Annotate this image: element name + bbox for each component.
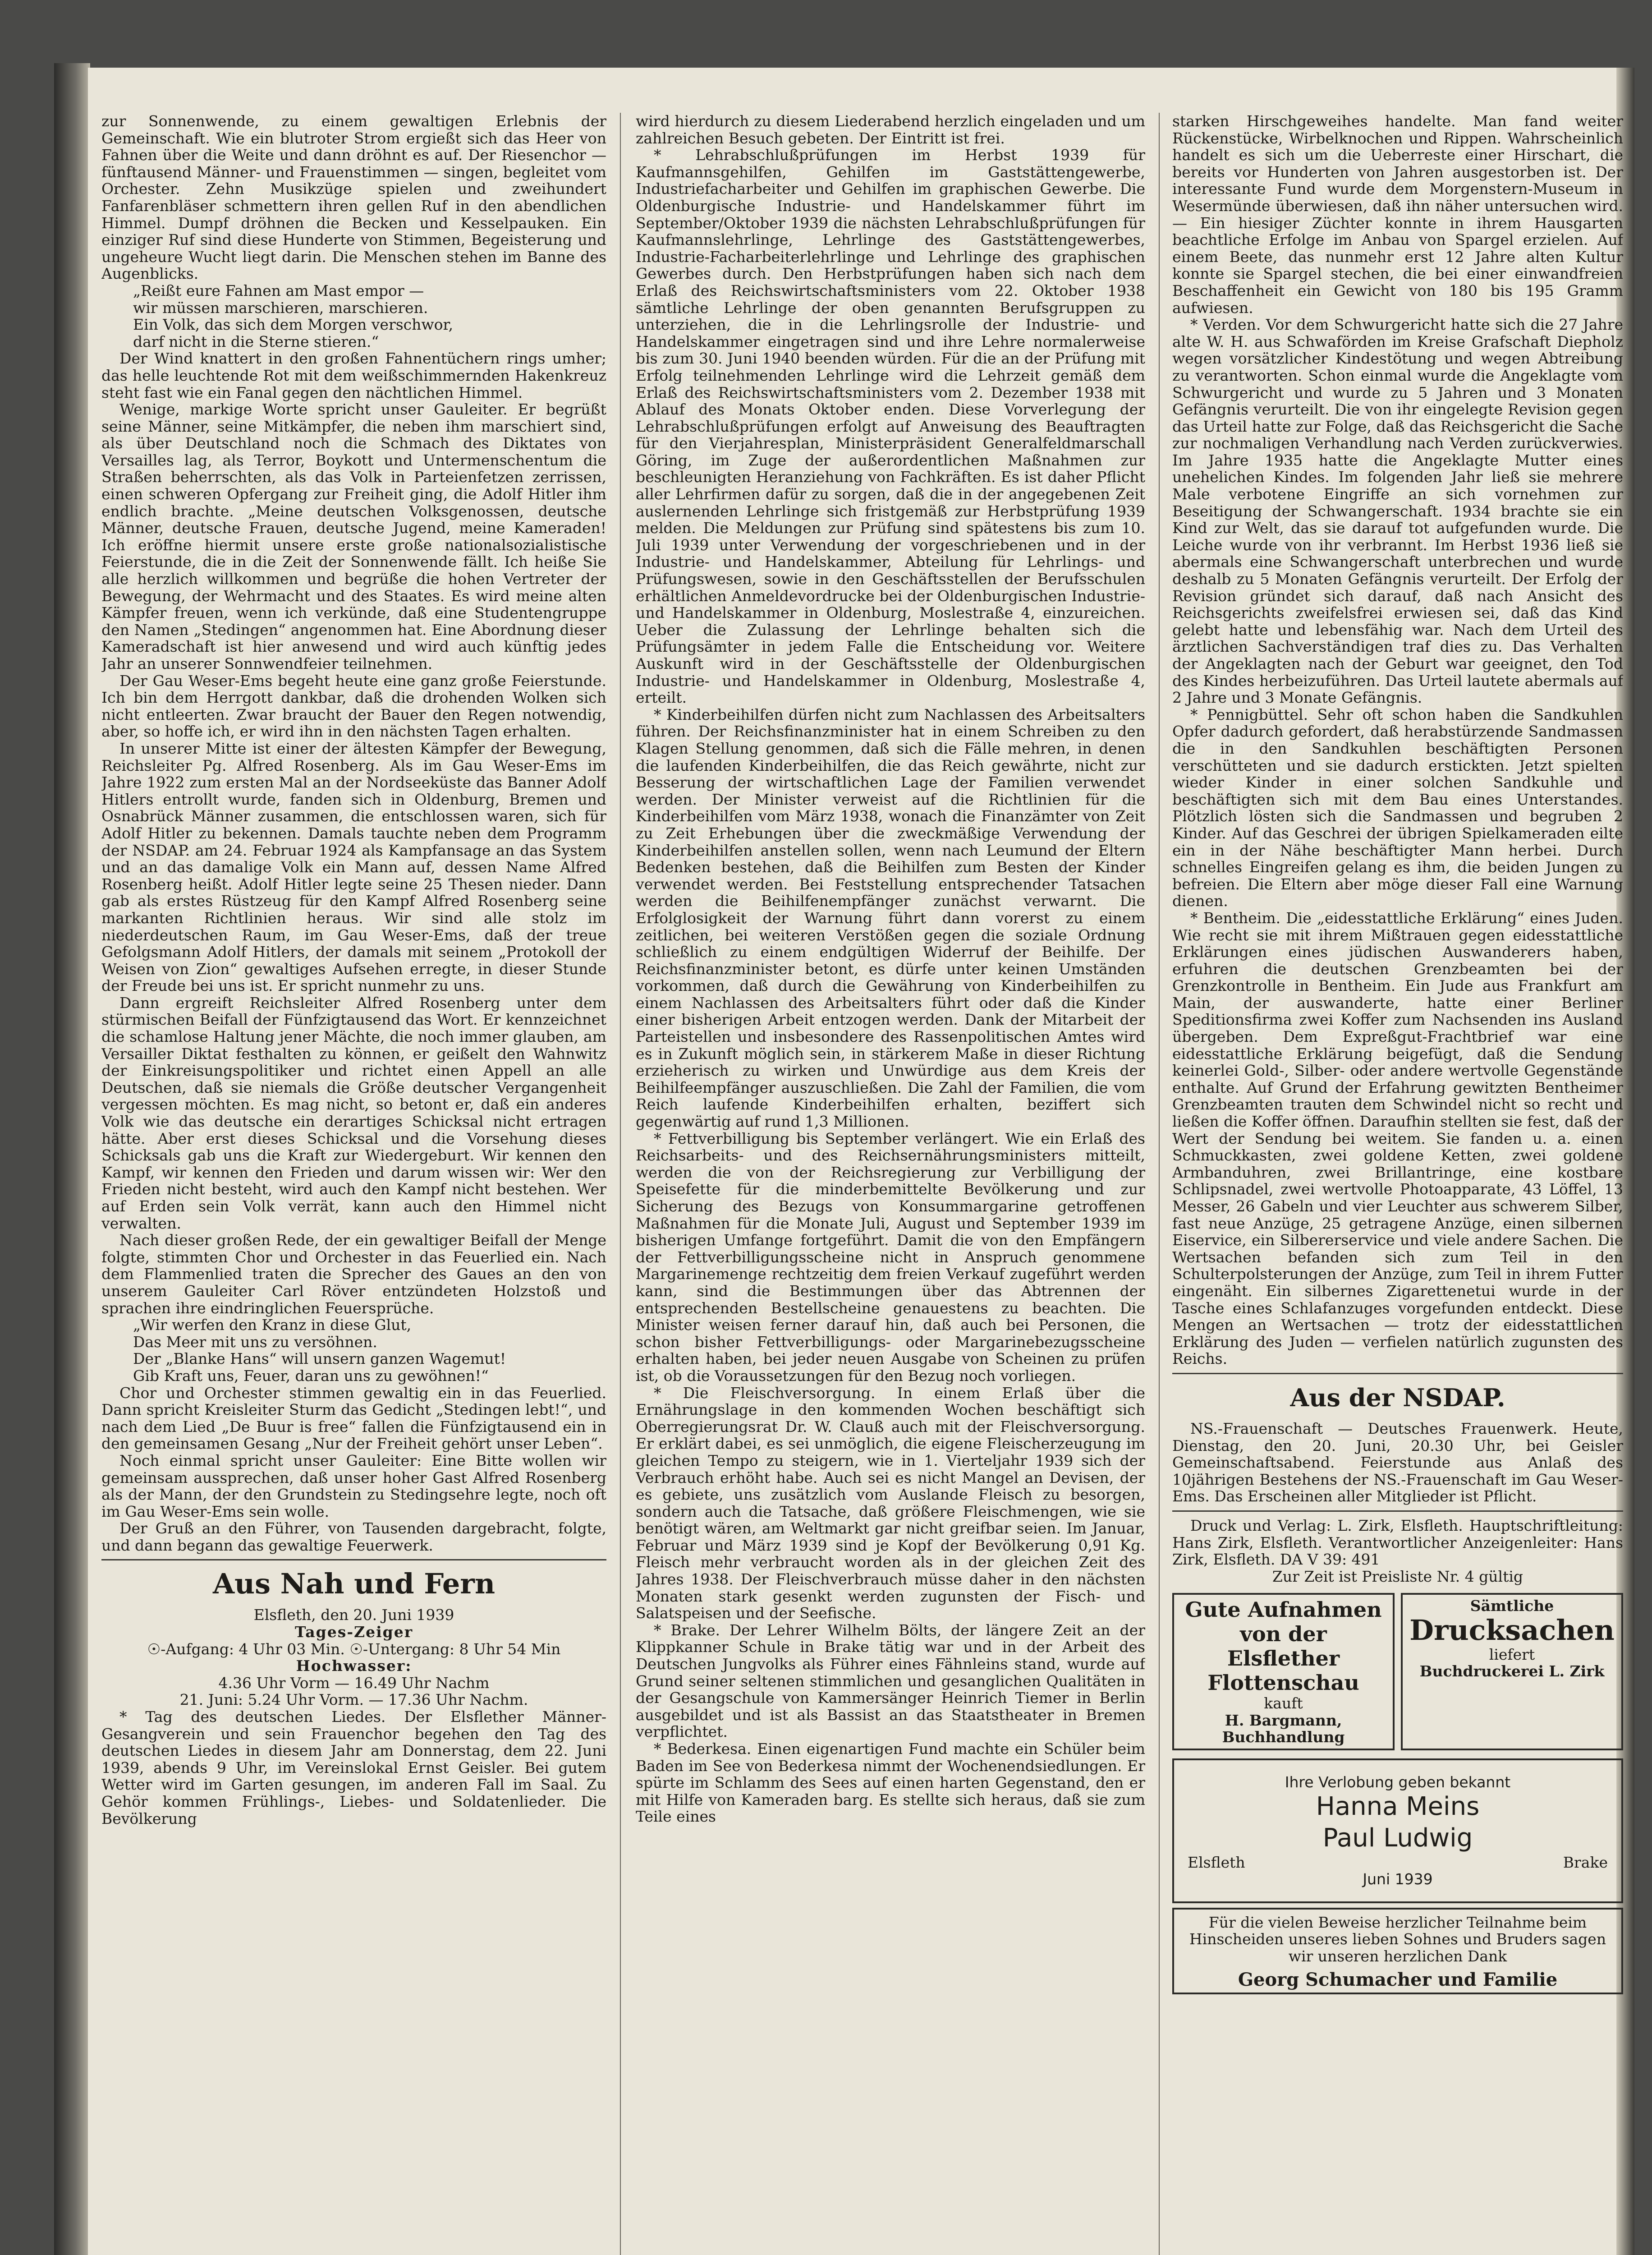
ad-text: liefert xyxy=(1489,1645,1535,1663)
engagement-places xyxy=(1179,1854,1617,1871)
article-paragraph: Noch einmal spricht unser Gauleiter: Eine Bitte wollen wir gemeinsam aussprechen, daß unser hoher Gast Alfred Rosenberg als der Mann, der den Grundstein zu Stedingsehre legte, noch oft im Gau Weser-Ems sein wolle. xyxy=(101,1451,606,1520)
article-paragraph: * Bentheim. Die „eidesstattliche Erklärung“ eines Juden. Wie recht sie mit ihrem Mißtrauen gegen eidesstattliche Erklärungen eines jüdischen Auswanderers haben, erfuhren die deutschen Grenzbeamten bei der Grenzkontrolle in Bentheim. Ein Jude aus Frankfurt am Main, der auswanderte, hatte einer Berliner Speditionsfirma zwei Koffer zum Nachsenden ins Ausland übergeben. Dem Expreßgut-Frachtbrief war eine eidesstattliche Erklärung beigefügt, daß die Sendung keinerlei Gold-, Silber- oder andere wertvolle Gegenstände enthalte. Auf Grund der Erfahrung gewitzten Bentheimer Grenzbeamten trauten dem Schwindel nicht so recht und ließen die Koffer öffnen. Daraufhin stellten sie fest, daß der Wert der Sendung bei weitem. Sie fanden u. a. einen Schmuckkasten, zwei goldene Ketten, zwei goldene Armbanduhren, zwei Brillantringe, eine kostbare Schlipsnadel, zwei wertvolle Photoapparate, 43 Löffel, 13 Messer, 26 Gabeln und vier Leuchter aus schwerem Silber, fast neue Anzüge, 25 getragene Anzüge, einen silbernen Eiservice, ein Silbererservice und viele andere Sachen. Die Wertsachen befanden sich zum Teil in den Schulterpolsterungen der Anzüge, zum Teil in ihrem Futter eingenäht. Ein silbernes Zigarettenetui wurde in der Tasche eines Schlafanzuges vorgefunden entdeckt. Diese Mengen an Wertsachen — trotz der eidesstattlichen Erklärung des Juden — verfielen natürlich zugunsten des Reichs. xyxy=(1172,909,1623,1368)
engagement-notice xyxy=(1172,1758,1623,1903)
nsdap-notice: NS.-Frauenschaft — Deutsches Frauenwerk. Heute, Dienstag, den 20. Juni, 20.30 Uhr, bei Geisler Gemeinschaftsabend. Feierstunde aus Anlaß des 10jährigen Bestehens der NS.-Frauenschaft im Gau Weser-Ems. Das Erscheinen aller Mitglieder ist Pflicht. xyxy=(1172,1419,1623,1505)
ad-text: kauft xyxy=(1264,1694,1303,1712)
sun-times: ☉-Aufgang: 4 Uhr 03 Min. ☉-Untergang: 8 Uhr 54 Min xyxy=(147,1640,561,1658)
verse-block-1 xyxy=(101,282,606,350)
ad-headline: Drucksachen xyxy=(1409,1613,1615,1647)
column-rule xyxy=(1159,113,1160,2255)
article-paragraph: * Fettverbilligung bis September verlängert. Wie ein Erlaß des Reichsarbeits- und des Reichsernährungsministers mitteilt, werden die von der Reichsregierung zur Verbilligung der Speisefette für die minderbemittelte Bevölkerung und zur Sicherung des Bezugs von Konsummargarine getroffenen Maßnahmen für die Monate Juli, August und September 1939 im bisherigen Umfange fortgeführt. Damit die von den Empfängern der Fettverbilligungsscheine nicht in Anspruch genommene Margarinemenge rechtzeitig dem freien Verkauf zugeführt werden kann, sind die Bestimmungen über das Abtrennen der entsprechenden Bestellscheine genauestens zu beachten. Die Minister weisen ferner darauf hin, daß auch bei Personen, die schon bisher Fettverbilligungs- oder Margarinebezugsscheine erhalten haben, bei jeder neuen Ausgabe von Scheinen zu prüfen ist, ob die Voraussetzungen für den Bezug noch vorliegen. xyxy=(636,1129,1145,1385)
dateline: Elsfleth, den 20. Juni 1939 xyxy=(253,1606,454,1624)
tageszeiger-title: Tages-Zeiger xyxy=(294,1623,413,1641)
thanks-text: Für die vielen Beweise herzlicher Teilnahme beim Hinscheiden unseres lieben Sohnes und Bruders sagen wir unseren herzlichen Dank xyxy=(1189,1913,1606,1965)
article-paragraph: wird hierdurch zu diesem Liederabend herzlich eingeladen und um zahlreichen Besuch gebeten. Der Eintritt ist frei. xyxy=(636,113,1145,147)
verse-line: Ein Volk, das sich dem Morgen verschwor, xyxy=(133,316,454,334)
thanks-signature: Georg Schumacher und Familie xyxy=(1238,1969,1558,1990)
article-paragraph: * Die Fleischversorgung. In einem Erlaß über die Ernährungslage in den kommenden Wochen beschäftigt sich Oberregierungsrat Dr. W. Clauß auch mit der Fleischversorgung. Er erklärt dabei, es sei unmöglich, die eigene Fleischerzeugung im gleichen Tempo zu steigern, wie in 1. Vierteljahr 1939 sich der Verbrauch erhöht habe. Auch sei es nicht Mangel an Devisen, der es gebiete, uns zusätzlich vom Auslande Fleisch zu besorgen, sondern auch die Tatsache, daß größere Fleischmengen, wie sie benötigt wären, am Weltmarkt gar nicht greifbar seien. Im Januar, Februar und März 1939 sind je Kopf der Bevölkerung 0,91 Kg. Fleisch mehr verbraucht worden als in der gleichen Zeit des Jahres 1938. Der Fleischverbrauch müsse daher in den nächsten Monaten stark gesenkt werden zugunsten der Fisch- und Salatspeisen und der Seefische. xyxy=(636,1384,1145,1622)
section-divider xyxy=(1172,1510,1623,1512)
article-paragraph: * Verden. Vor dem Schwurgericht hatte sich die 27 Jahre alte W. H. aus Schwaförden im Kreise Grafschaft Diepholz wegen vorsätzlicher Kindestötung und wegen Abtreibung zu verantworten. Schon einmal wurde die Angeklagte vom Schwurgericht und wurde zu 5 Jahren und 3 Monaten Gefängnis verurteilt. Die von ihr eingelegte Revision gegen das Urteil hatte zur Folge, daß das Reichsgericht die Sache zur nochmaligen Verhandlung nach Verden zurückverwies. Im Jahre 1935 hatte die Angeklagte Mutter eines unehelichen Kindes. Im folgenden Jahr ließ sie mehrere Male verbotene Eingriffe an sich vornehmen zur Beseitigung der Schwangerschaft. 1934 brachte sie ein Kind zur Welt, das sie darauf tot aufgefunden wurde. Die Leiche wurde von ihr verbrannt. Im Herbst 1936 ließ sie abermals eine Schwangerschaft unterbrechen und wurde deshalb zu 5 Monaten Gefängnis verurteilt. Der Erfolg der Revision gründet sich darauf, daß nach Ansicht des Reichsgerichts zweifelsfrei erwiesen sei, daß das Kind gelebt hatte und lebensfähig war. Nach dem Urteil des ärztlichen Sachverständigen traf dies zu. Das Verhalten der Angeklagten nach der Geburt war geeignet, den Tod des Kindes herbeizuführen. Das Urteil lautete abermals auf 2 Jahre und 3 Monate Gefängnis. xyxy=(1172,316,1623,707)
column-1 xyxy=(101,113,606,2255)
price-list-note: Zur Zeit ist Preisliste Nr. 4 gültig xyxy=(1272,1567,1524,1585)
article-paragraph: Dann ergreift Reichsleiter Alfred Rosenberg unter dem stürmischen Beifall der Fünfzigtausend das Wort. Er kennzeichnet die schamlose Haltung jener Mächte, die noch immer glauben, am Versailler Diktat festhalten zu können, er geißelt den Wahnwitz der Einkreisungspolitiker und richtet einen Appell an alle Deutschen, daß sie niemals die Größe deutscher Vergangenheit vergessen möchten. Es mag nicht, so betont er, daß ein anderes Volk wie das deutsche ein derartiges Schicksal nicht ertragen hätte. Aber erst dieses Schicksal und die Vorsehung dieses Schicksals gab uns die Kraft zur Wiedergeburt. Wir kennen den Kampf, wir kennen den Frieden und darum wissen wir: Wer den Frieden nicht besteht, wird auch den Kampf nicht bestehen. Wer auf Erden sein Volk verrät, kann auch den Himmel nicht verwalten. xyxy=(101,994,606,1232)
hochwasser-title: Hochwasser: xyxy=(296,1657,412,1675)
verse-line: darf nicht in die Sterne stieren.“ xyxy=(133,332,379,350)
verse-line: Der „Blanke Hans“ will unsern ganzen Wagemut! xyxy=(133,1350,506,1368)
article-paragraph: * Bederkesa. Einen eigenartigen Fund machte ein Schüler beim Baden im See von Bederkesa nimmt der Wochenendsiedlungen. Er spürte im Schlamm des Sees auf einen harten Gegenstand, den er mit Hilfe von Kameraden barg. Es stellte sich heraus, daß sie zum Teile eines xyxy=(636,1740,1145,1826)
newspaper-page xyxy=(88,68,1634,2255)
article-paragraph: * Lehrabschlußprüfungen im Herbst 1939 für Kaufmannsgehilfen, Gehilfen im Gaststättengewerbe, Industriefacharbeiter und Gehilfen im graphischen Gewerbe. Die Oldenburgische Industrie- und Handelskammer führt im September/Oktober 1939 die nächsten Lehrabschlußprüfungen für Kaufmannslehrlinge, Lehrlinge des Gaststättengewerbes, Industrie-Facharbeiterlehrlinge und Lehrlinge des graphischen Gewerbes durch. Den Herbstprüfungen haben sich nach dem Erlaß des Reichswirtschaftsministers vom 22. Oktober 1938 sämtliche Lehrlinge der oben genannten Berufsgruppen zu unterziehen, die in die Lehrlingsrolle der Industrie- und Handelskammer eingetragen sind und ihre Lehre normalerweise bis zum 30. Juni 1940 beenden würden. Für die an der Prüfung mit Erfolg teilnehmenden Lehrlinge wird die Lehrzeit gemäß dem Erlaß des Reichswirtschaftsministers vom 2. Dezember 1938 mit Ablauf des Monats Oktober enden. Diese Vorverlegung der Lehrabschlußprüfungen erfolgt auf Anweisung des Beauftragten für den Vierjahresplan, Ministerpräsident Generalfeldmarschall Göring, im Zuge der außerordentlichen Maßnahmen zur beschleunigten Heranziehung von Fachkräften. Es ist daher Pflicht aller Lehrfirmen dafür zu sorgen, daß die in der angegebenen Zeit auslernenden Lehrlinge sich fristgemäß zur Herbstprüfung 1939 melden. Die Meldungen zur Prüfung sind spätestens bis zum 10. Juli 1939 unter Verwendung der vorgeschriebenen und in der Industrie- und Handelskammer, Abteilung für Lehrlings- und Prüfungswesen, sowie in den Geschäftsstellen der Berufsschulen erhältlichen Anmeldevordrucke bei der Oldenburgischen Industrie- und Handelskammer in Oldenburg, Moslestraße 4, einzureichen. Ueber die Zulassung der Lehrlinge behalten sich die Prüfungsämter in jedem Falle die Entscheidung vor. Weitere Auskunft wird in der Geschäftsstelle der Oldenburgischen Industrie- und Handelskammer in Oldenburg, Moslestraße 4, erteilt. xyxy=(636,146,1145,707)
article-paragraph: Der Wind knattert in den großen Fahnentüchern rings umher; das helle leuchtende Rot mit dem weißschimmernden Hakenkreuz steht fast wie ein Fanal gegen den nächtlichen Himmel. xyxy=(101,350,606,401)
verse-line: „Wir werfen den Kranz in diese Glut, xyxy=(133,1316,412,1334)
ad-text: Sämtliche xyxy=(1470,1597,1554,1615)
engagement-date: Juni 1939 xyxy=(1363,1870,1433,1888)
verse-block-2 xyxy=(101,1316,606,1384)
tide-line: 21. Juni: 5.24 Uhr Vorm. — 17.36 Uhr Nachm. xyxy=(179,1691,528,1709)
section-title: Aus Nah und Fern xyxy=(212,1567,496,1601)
article-paragraph: * Brake. Der Lehrer Wilhelm Bölts, der längere Zeit an der Klippkanner Schule in Brake tätig war und in der Arbeit des Deutschen Jungvolks als Führer eines Fähnleins stand, wurde auf Grund seiner seltenen stimmlichen und gesanglichen Qualitäten in der Gesangschule von Kammersänger Heinrich Tiemer in Berlin ausgebildet und ist als Bassist an das Staatstheater in Bremen verpflichtet. xyxy=(636,1621,1145,1741)
ad-row xyxy=(1172,1593,1623,1750)
column-3 xyxy=(1172,113,1623,2255)
article-paragraph: * Pennigbüttel. Sehr oft schon haben die Sandkuhlen Opfer dadurch gefordert, daß herabstürzende Sandmassen die in den Sandkuhlen beschäftigten Personen verschütteten und sie dadurch erstickten. Jetzt spielten wieder Kinder in einer solchen Sandkuhle und beschäftigten sich mit dem Bau eines Unterstandes. Plötzlich lösten sich die Sandmassen und begruben 2 Kinder. Auf das Geschrei der übrigen Spielkameraden eilte ein in der Nähe beschäftigter Mann herbei. Durch schnelles Eingreifen gelang es ihm, die beiden Jungen zu befreien. Die Eltern aber möge dieser Fall eine Warnung dienen. xyxy=(1172,705,1623,910)
column-2 xyxy=(636,113,1145,2255)
section-divider xyxy=(1172,1373,1623,1374)
article-paragraph: Wenige, markige Worte spricht unser Gauleiter. Er begrüßt seine Männer, seine Mitkämpfer, die neben ihm marschiert sind, als über Deutschland noch die Schmach des Diktates von Versailles lag, als Terror, Boykott und Untermenschentum die Straßen beherrschten, als das Volk in Parteienfetzen zerrissen, einen schweren Opfergang zur Freiheit ging, die Adolf Hitler ihm endlich brachte. „Meine deutschen Volksgenossen, deutsche Männer, deutsche Frauen, deutsche Jugend, meine Kameraden! Ich eröffne hiermit unsere erste große nationalsozialistische Feierstunde, die in die Zeit der Sonnenwende fällt. Ich heiße Sie alle herzlich willkommen und begrüße die hohen Vertreter der Bewegung, der Wehrmacht und des Staates. Es wird meine alten Kämpfer freuen, wenn ich verkünde, daß eine Studentengruppe den Namen „Stedingen“ angenommen hat. Eine Abordnung dieser Kameradschaft ist hier anwesend und wird auch künftig jedes Jahr an unserer Sonnwendfeier teilnehmen. xyxy=(101,400,606,672)
article-paragraph: zur Sonnenwende, zu einem gewaltigen Erlebnis der Gemeinschaft. Wie ein blutroter Strom ergießt sich das Heer von Fahnen über die Weite und dann dröhnt es auf. Der Riesenchor — fünftausend Männer- und Frauenstimmen — singen, begleitet vom Orchester. Zehn Musikzüge spielen und zweihundert Fanfarenbläser schmettern ihren gellen Ruf in den abendlichen Himmel. Dumpf dröhnen die Becken und Kesselpauken. Ein einziger Ruf sind diese Hunderte von Stimmen, Begeisterung und ungeheure Wucht liegt darin. Die Menschen stehen im Banne des Augenblicks. xyxy=(101,113,606,283)
engagement-name: Hanna Meins xyxy=(1316,1791,1480,1821)
article-paragraph: Chor und Orchester stimmen gewaltig ein in das Feuerlied. Dann spricht Kreisleiter Sturm das Gedicht „Stedingen lebt!“, und nach dem Lied „De Buur is free“ fallen die Fünfzigtausend ein in den gemeinsamen Gesang „Nur der Freiheit gehört unser Leben“. xyxy=(101,1384,606,1453)
tide-line: 4.36 Uhr Vorm — 16.49 Uhr Nachm xyxy=(218,1674,490,1692)
ad-advertiser: Buchdruckerei L. Zirk xyxy=(1419,1662,1605,1680)
verse-line: Gib Kraft uns, Feuer, daran uns zu gewöhnen!“ xyxy=(133,1367,489,1385)
verse-line: wir müssen marschieren, marschieren. xyxy=(133,299,428,317)
article-paragraph: Der Gau Weser-Ems begeht heute eine ganz große Feierstunde. Ich bin dem Herrgott dankbar, daß die drohenden Wolken sich nicht entleerten. Zwar braucht der Bauer den Regen notwendig, aber, so hoffe ich, er wird ihn in den nächsten Tagen erhalten. xyxy=(101,672,606,741)
ad-headline: Gute Aufnahmen von der xyxy=(1185,1597,1382,1647)
article-paragraph: starken Hirschgeweihes handelte. Man fand weiter Rückenstücke, Wirbelknochen und Rippen. Wahrscheinlich handelt es sich um die Ueberreste einer Hirschart, die bereits vor Hunderten von Jahren ausgestorben ist. Der interessante Fund wurde dem Morgenstern-Museum in Wesermünde überwiesen, daß ihn näher untersuchen wird. — Ein hiesiger Züchter konnte in ihrem Hausgarten beachtliche Erfolge im Anbau von Spargel erzielen. Auf einem Beete, das nunmehr erst 12 Jahre alten Kultur konnte sie Spargel stechen, die bei einer einwandfreien Beschaffenheit ein Gewicht von 180 bis 195 Gramm aufwiesen. xyxy=(1172,113,1623,317)
nsdap-title: Aus der NSDAP. xyxy=(1290,1383,1505,1412)
engagement-name: Paul Ludwig xyxy=(1322,1823,1473,1853)
verse-line: Das Meer mit uns zu versöhnen. xyxy=(133,1333,377,1351)
engagement-intro: Ihre Verlobung geben bekannt xyxy=(1285,1773,1511,1791)
ad-headline: Elsflether Flottenschau xyxy=(1207,1646,1359,1695)
engagement-place: Brake xyxy=(1563,1853,1608,1871)
ad-advertiser: H. Bargmann, Buchhandlung xyxy=(1222,1711,1345,1746)
article-paragraph: In unserer Mitte ist einer der ältesten Kämpfer der Bewegung, Reichsleiter Pg. Alfred Rosenberg. Als im Gau Weser-Ems im Jahre 1922 zum ersten Mal an der Nordseeküste das Banner Adolf Hitlers entrollt wurde, fanden sich in Oldenburg, Bremen und Osnabrück Männer zusammen, die entschlossen waren, sich für Adolf Hitler zu bekennen. Damals tauchte neben dem Programm der NSDAP. am 24. Februar 1924 als Kampfansage an das System und an das damalige Volk ein Mann auf, dessen Name Alfred Rosenberg heißt. Adolf Hitler legte seine 25 Thesen nieder. Dann gab als erstes Rüstzeug für den Kampf Alfred Rosenberg seine markanten Richtlinien heraus. Wir sind alle stolz im niederdeutschen Raum, im Gau Weser-Ems, daß der treue Gefolgsmann Adolf Hitlers, der damals mit seinem „Protokoll der Weisen von Zion“ gewaltiges Aufsehen erregte, in dieser Stunde der Freude bei uns ist. Er spricht nunmehr zu uns. xyxy=(101,739,606,995)
engagement-place: Elsfleth xyxy=(1188,1853,1245,1871)
section-divider xyxy=(101,1559,606,1560)
article-paragraph: * Tag des deutschen Liedes. Der Elsflether Männer-Gesangverein und sein Frauenchor begehen den Tag des deutschen Liedes in diesem Jahr am Donnerstag, dem 22. Juni 1939, abends 9 Uhr, im Vereinslokal Ernst Geisler. Bei gutem Wetter wird im Garten gesungen, im anderen Fall im Saal. Zu Gehör kommen Frühlings-, Liebes- und Soldatenlieder. Die Bevölkerung xyxy=(101,1708,606,1827)
column-rule xyxy=(620,113,621,2255)
ad-printing xyxy=(1401,1593,1623,1750)
book-spine xyxy=(54,63,90,2255)
verse-line: „Reißt eure Fahnen am Mast empor — xyxy=(133,281,424,299)
thanks-notice xyxy=(1172,1908,1623,1994)
article-paragraph: Nach dieser großen Rede, der ein gewaltiger Beifall der Menge folgte, stimmten Chor und Orchester in das Feuerlied ein. Nach dem Flammenlied traten die Sprecher des Gaues an den von unserem Gauleiter Carl Röver entzündeten Holzstoß und sprachen ihre eindringlichen Feuersprüche. xyxy=(101,1231,606,1317)
imprint: Druck und Verlag: L. Zirk, Elsfleth. Hauptschriftleitung: Hans Zirk, Elsfleth. Verantwortlicher Anzeigenleiter: Hans Zirk, Elsfleth. DA V 39: 491 xyxy=(1172,1516,1623,1569)
ad-photo xyxy=(1172,1593,1395,1750)
article-paragraph: * Kinderbeihilfen dürfen nicht zum Nachlassen des Arbeitsalters führen. Der Reichsfinanzminister hat in einem Schreiben zu den Klagen Stellung genommen, daß sich die Fälle mehren, in denen die laufenden Kinderbeihilfen, die das Reich gewährte, nicht zur Besserung der wirtschaftlichen Lage der Familien verwendet werden. Der Minister verweist auf die Richtlinien für die Kinderbeihilfen vom März 1938, wonach die Finanzämter von Zeit zu Zeit Erhebungen über die zweckmäßige Verwendung der Kinderbeihilfen anstellen sollen, wenn nach Leumund der Eltern Bedenken bestehen, daß die Beihilfen zum Besten der Kinder verwendet werden. Bei Feststellung entsprechender Tatsachen werden die Beihilfenempfänger zunächst verwarnt. Die Erfolglosigkeit der Warnung führt dann vorerst zu einem zeitlichen, bei weiteren Verstößen gegen die soziale Ordnung schließlich zu einem endgültigen Widerruf der Beihilfe. Der Reichsfinanzminister betont, es dürfe unter keinen Umständen vorkommen, daß durch die Gewährung von Kinderbeihilfen zu einem Nachlassen des Arbeitsalters führt oder daß die Kinder einer bisherigen Arbeit entzogen werden. Dank der Mitarbeit der Parteistellen und insbesondere des Rassenpolitischen Amtes wird es in Zukunft möglich sein, in stärkerem Maße in dieser Richtung erzieherisch zu wirken und Unwürdige aus dem Kreis der Beihilfeempfänger auszuschließen. Die Zahl der Familien, die vom Reich laufende Kinderbeihilfen erhalten, beziffert sich gegenwärtig auf rund 1,3 Millionen. xyxy=(636,705,1145,1131)
article-paragraph: Der Gruß an den Führer, von Tausenden dargebracht, folgte, und dann begann das gewaltige Feuerwerk. xyxy=(101,1519,606,1554)
